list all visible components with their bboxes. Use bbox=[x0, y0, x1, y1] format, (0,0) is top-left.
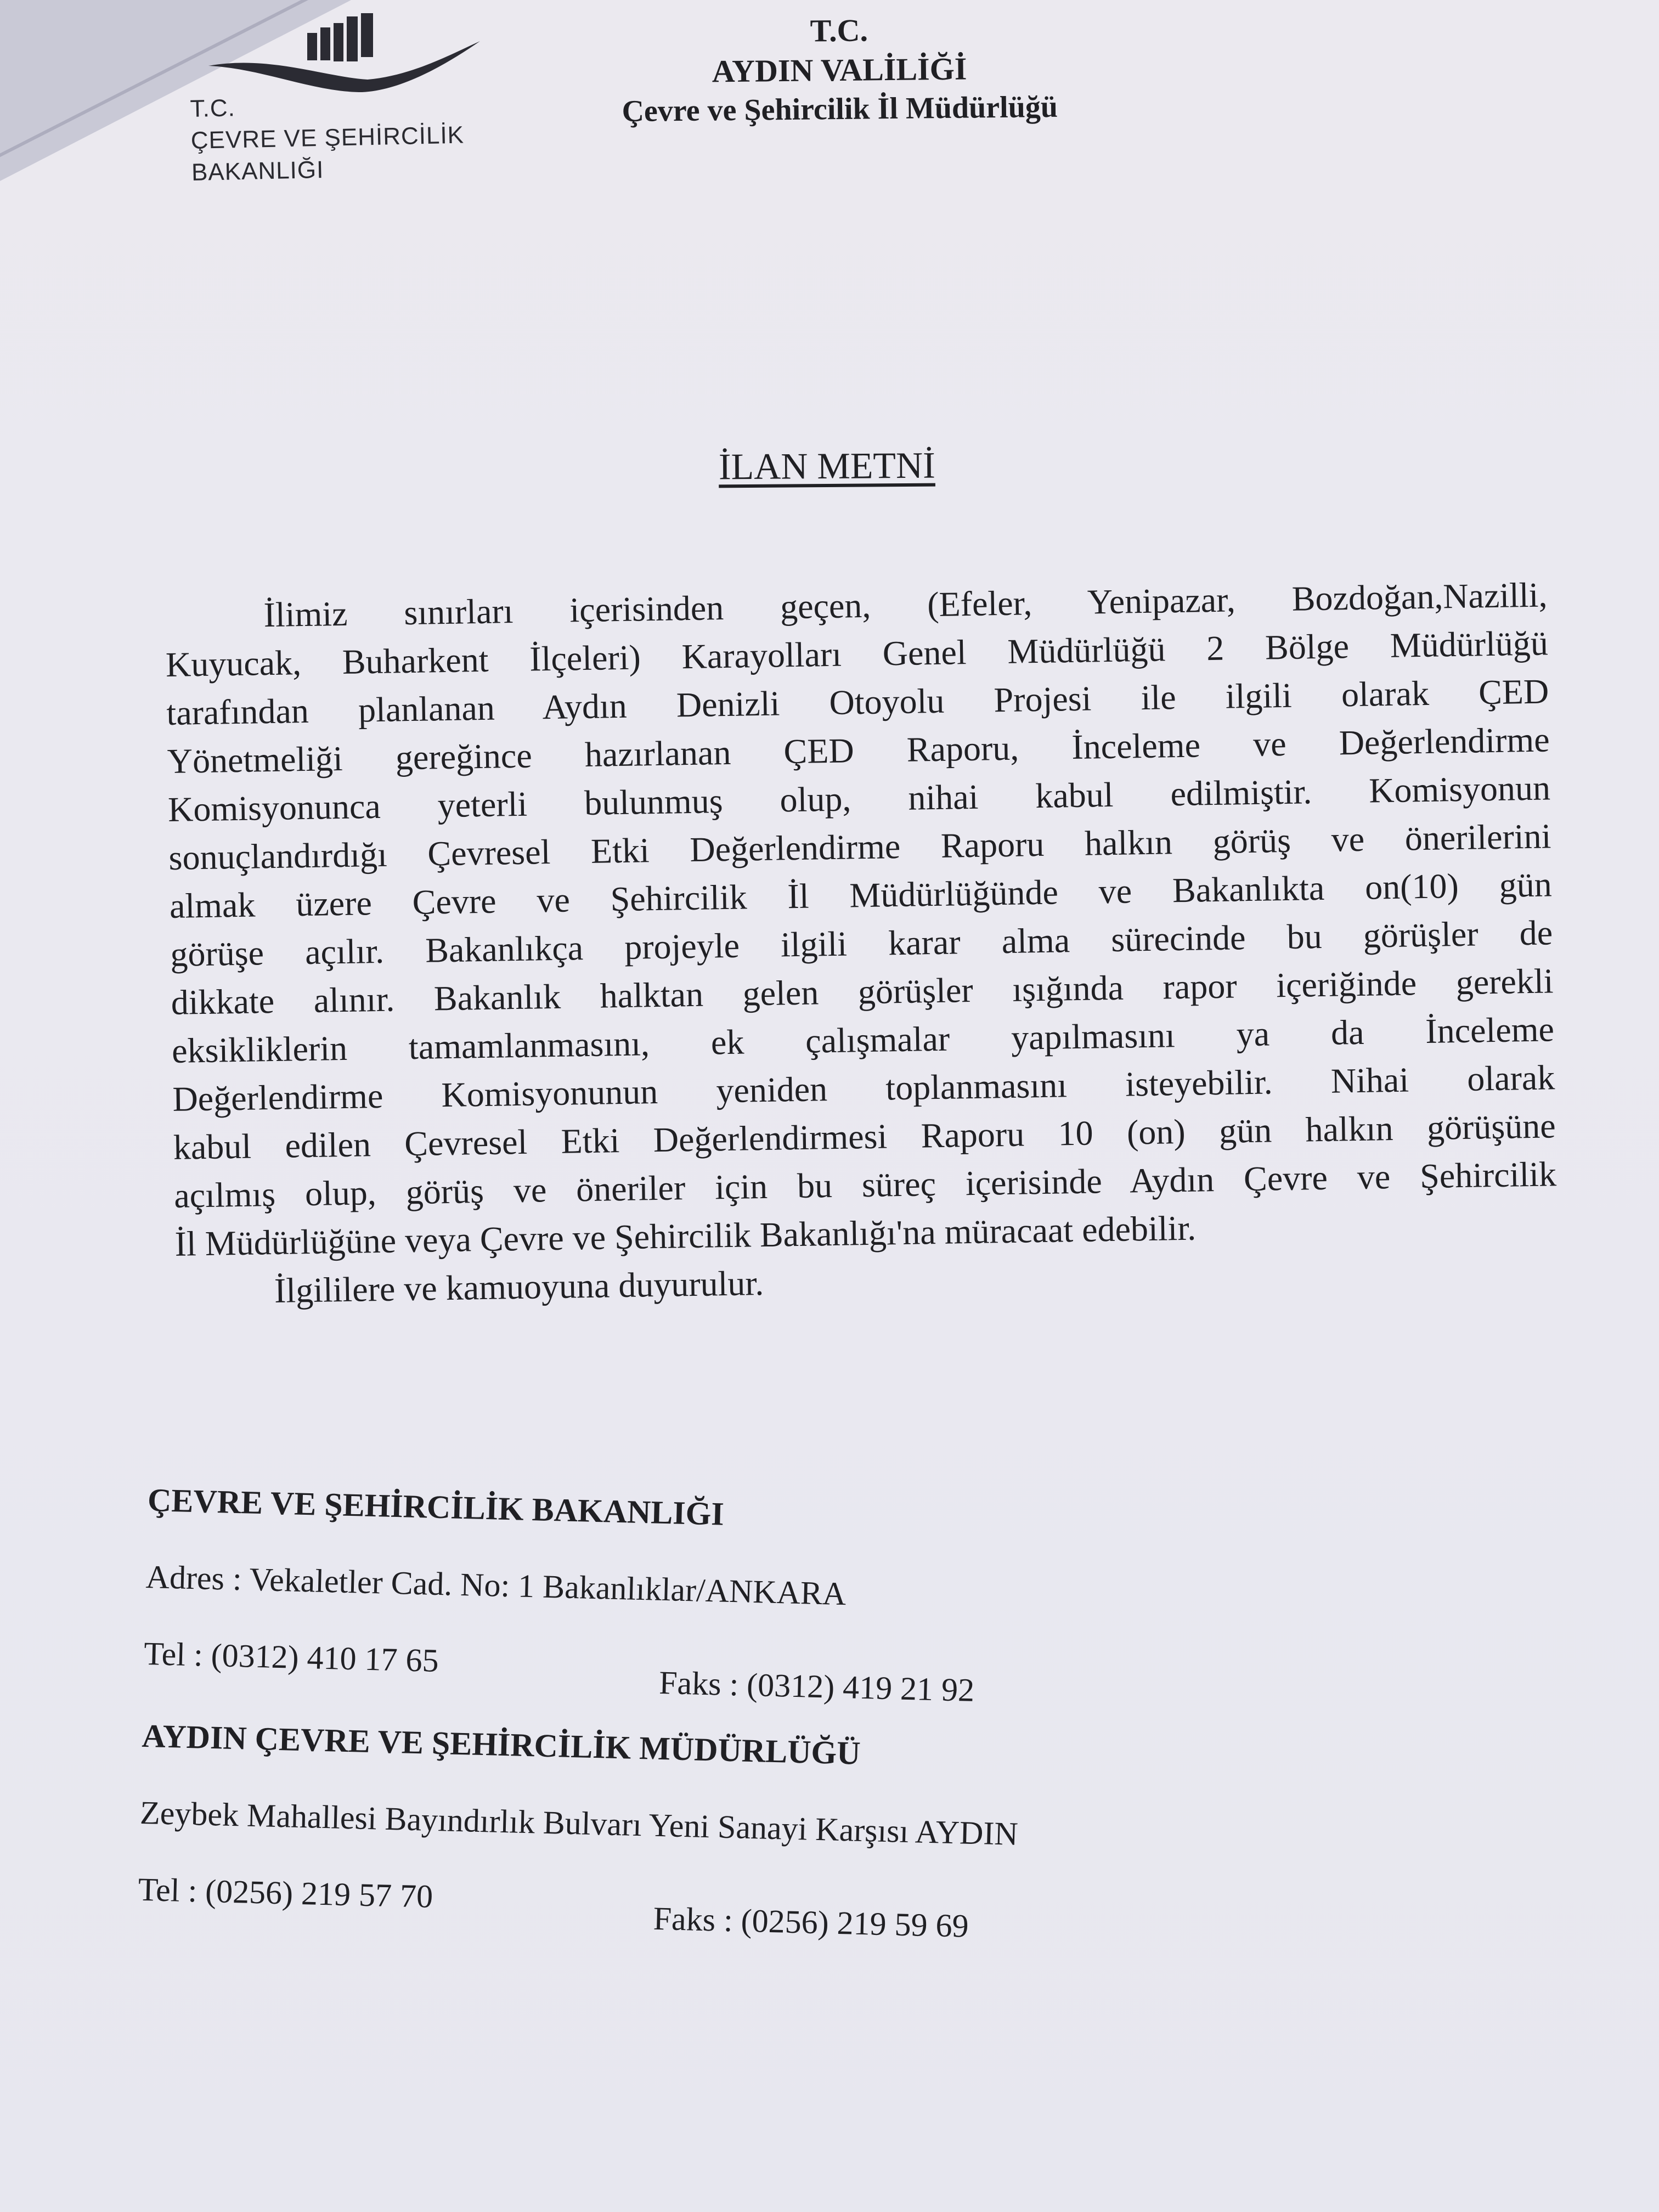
logo-caption bbox=[190, 88, 465, 189]
directorate-tel: Tel : (0256) 219 57 70 bbox=[138, 1871, 433, 1915]
directorate-name: AYDIN ÇEVRE VE ŞEHİRCİLİK MÜDÜRLÜĞÜ bbox=[141, 1717, 861, 1771]
header-tc: T.C. bbox=[810, 12, 868, 49]
ministry-fax: Faks : (0312) 419 21 92 bbox=[658, 1664, 975, 1708]
document-title: İLAN METNİ bbox=[718, 444, 935, 488]
body-line: dikkate alınır. Bakanlık halktan gelen görüşler ışığında rapor içeriğinde gerekli bbox=[171, 961, 1554, 1022]
announcement-body bbox=[165, 571, 1558, 1316]
body-line: açılmış olup, görüş ve öneriler için bu süreç içerisinde Aydın Çevre ve Şehircilik bbox=[173, 1154, 1557, 1215]
body-line: Değerlendirme Komisyonunun yeniden toplanmasını isteyebilir. Nihai olarak bbox=[172, 1058, 1555, 1119]
body-line: İl Müdürlüğüne veya Çevre ve Şehircilik Bakanlığı'na müracaat edebilir. bbox=[174, 1208, 1197, 1263]
body-line: görüşe açılır. Bakanlıkça projeyle ilgili karar alma sürecinde bu görüşler de bbox=[170, 913, 1553, 974]
body-line: kabul edilen Çevresel Etki Değerlendirmesi Raporu 10 (on) gün halkın görüşüne bbox=[173, 1106, 1556, 1167]
ministry-logo bbox=[187, 11, 494, 187]
logo-line-bakanligi: BAKANLIĞI bbox=[191, 156, 324, 186]
body-line: almak üzere Çevre ve Şehircilik İl Müdürlüğünde ve Bakanlıkta on(10) gün bbox=[169, 865, 1553, 926]
directorate-fax: Faks : (0256) 219 59 69 bbox=[653, 1900, 969, 1944]
letterhead bbox=[581, 8, 1098, 131]
ministry-tel: Tel : (0312) 410 17 65 bbox=[143, 1635, 439, 1679]
header-governorship: AYDIN VALİLİĞİ bbox=[712, 50, 967, 89]
body-line: eksikliklerin tamamlanmasını, ek çalışmalar yapılmasını ya da İnceleme bbox=[171, 1009, 1555, 1070]
body-line: Yönetmeliği gereğince hazırlanan ÇED Raporu, İnceleme ve Değerlendirme bbox=[167, 720, 1550, 781]
logo-line-tc: T.C. bbox=[190, 94, 236, 122]
body-line: Komisyonunca yeterli bulunmuş olup, nihai kabul edilmiştir. Komisyonun bbox=[167, 768, 1551, 829]
ministry-address: Adres : Vekaletler Cad. No: 1 Bakanlıklar/ANKARA bbox=[145, 1558, 847, 1612]
header-directorate: Çevre ve Şehircilik İl Müdürlüğü bbox=[622, 89, 1058, 129]
ministry-name: ÇEVRE VE ŞEHİRCİLİK BAKANLIĞI bbox=[147, 1481, 725, 1532]
directorate-address: Zeybek Mahallesi Bayındırlık Bulvarı Yeni Sanayi Karşısı AYDIN bbox=[139, 1794, 1019, 1852]
contact-section bbox=[138, 1481, 1136, 1944]
ministry-emblem-icon bbox=[203, 11, 488, 99]
body-line: sonuçlandırdığı Çevresel Etki Değerlendirme Raporu halkın görüş ve önerilerini bbox=[168, 816, 1551, 877]
body-line: tarafından planlanan Aydın Denizli Otoyolu Projesi ile ilgili olarak ÇED bbox=[166, 672, 1549, 732]
logo-line-ministry: ÇEVRE VE ŞEHİRCİLİK bbox=[190, 121, 465, 154]
closing-line: İlgililere ve kamuoyuna duyurulur. bbox=[274, 1263, 764, 1311]
body-line: İlimiz sınırları içerisinden geçen, (Efeler, Yenipazar, Bozdoğan,Nazilli, bbox=[263, 575, 1548, 635]
body-line: Kuyucak, Buharkent İlçeleri) Karayolları Genel Müdürlüğü 2 Bölge Müdürlüğü bbox=[165, 623, 1549, 684]
